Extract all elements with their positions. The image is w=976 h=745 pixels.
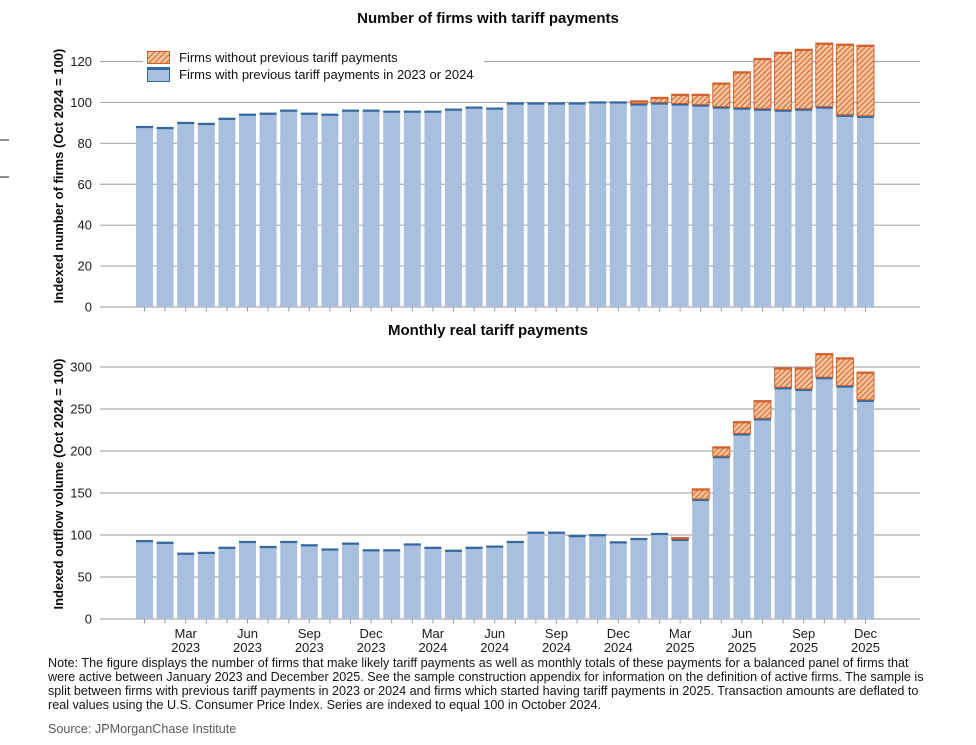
bar-blue-edge <box>527 532 544 534</box>
bar-blue-segment <box>239 541 256 619</box>
bar-may-2023 <box>218 118 235 307</box>
bar-blue-edge <box>218 118 235 120</box>
bar-blue-segment <box>157 127 174 307</box>
top-chart-title: Number of firms with tariff payments <box>357 10 619 27</box>
bar-blue-edge <box>239 114 256 116</box>
bar-blue-segment <box>383 549 400 619</box>
bar-blue-segment <box>630 538 647 619</box>
bar-blue-segment <box>610 101 627 307</box>
bar-blue-edge <box>610 101 627 103</box>
bar-blue-edge <box>466 547 483 549</box>
bar-blue-edge <box>424 547 441 549</box>
bar-orange-edge <box>836 44 853 46</box>
x-tick-label: Mar 2024 <box>418 626 448 655</box>
y-tick-label: 60 <box>77 176 92 192</box>
bar-blue-segment <box>836 385 853 619</box>
bar-blue-edge <box>363 110 380 112</box>
bar-jul-2025 <box>754 401 771 619</box>
bar-blue-segment <box>466 547 483 619</box>
bar-blue-edge <box>486 546 503 548</box>
bar-jun-2024 <box>486 546 503 620</box>
bar-orange-hatch <box>733 72 750 108</box>
x-tick-label: Sep 2025 <box>789 626 819 655</box>
bar-blue-edge <box>445 550 462 552</box>
bar-blue-segment <box>280 541 297 619</box>
bar-blue-segment <box>136 540 153 619</box>
bar-nov-2023 <box>342 543 359 619</box>
bar-dec-2023 <box>363 110 380 307</box>
bar-may-2025 <box>713 447 730 619</box>
bar-blue-edge <box>651 533 668 535</box>
bar-blue-segment <box>198 552 215 619</box>
bar-blue-segment <box>424 547 441 619</box>
bar-jul-2025 <box>754 58 771 307</box>
bottom-chart-title: Monthly real tariff payments <box>387 322 589 339</box>
bar-blue-edge <box>445 109 462 111</box>
bar-dec-2025 <box>857 372 874 619</box>
legend-label: Firms without previous tariff payments <box>179 50 398 65</box>
bar-jan-2023 <box>136 126 153 307</box>
y-tick-label: 150 <box>70 485 92 501</box>
legend-item-without-previous <box>147 49 474 66</box>
bar-blue-segment <box>280 110 297 307</box>
bar-blue-segment <box>610 541 627 619</box>
bar-blue-edge <box>280 541 297 543</box>
bar-blue-segment <box>569 535 586 619</box>
x-tick-label: Dec 2023 <box>356 626 386 655</box>
bar-sep-2025 <box>795 368 812 619</box>
bar-blue-segment <box>548 102 565 307</box>
bar-jun-2024 <box>486 108 503 307</box>
bar-mar-2023 <box>177 553 194 619</box>
x-tick-label: Sep 2024 <box>542 626 571 655</box>
bar-aug-2023 <box>280 541 297 619</box>
orange-hatched-swatch-icon <box>147 51 170 64</box>
bar-jun-2023 <box>239 114 256 307</box>
bar-blue-segment <box>795 389 812 619</box>
x-tick-label: Jun 2023 <box>233 626 262 655</box>
bar-orange-edge <box>775 368 792 370</box>
bar-blue-edge <box>301 113 318 115</box>
bar-blue-segment <box>795 109 812 307</box>
bar-blue-edge <box>383 111 400 113</box>
bar-orange-hatch <box>754 401 771 419</box>
bar-blue-edge <box>466 107 483 109</box>
bar-apr-2023 <box>198 552 215 619</box>
bar-orange-hatch <box>775 368 792 387</box>
bar-blue-edge <box>589 101 606 103</box>
bar-jun-2025 <box>733 422 750 619</box>
bar-blue-edge <box>136 126 153 128</box>
bar-oct-2025 <box>816 354 833 619</box>
bar-blue-segment <box>136 126 153 307</box>
bottom-chart <box>70 354 920 655</box>
bar-orange-hatch <box>836 358 853 386</box>
bar-blue-segment <box>363 110 380 307</box>
bar-sep-2023 <box>301 544 318 619</box>
bar-blue-edge <box>569 102 586 104</box>
bar-feb-2023 <box>157 127 174 307</box>
bar-jul-2024 <box>507 541 524 619</box>
bar-blue-segment <box>692 499 709 619</box>
bar-feb-2024 <box>404 543 421 619</box>
bar-blue-segment <box>363 549 380 619</box>
bar-blue-segment <box>775 110 792 307</box>
bar-orange-edge <box>816 354 833 356</box>
bar-blue-edge <box>569 535 586 537</box>
bar-blue-edge <box>177 122 194 124</box>
legend <box>143 47 484 86</box>
bar-blue-segment <box>816 377 833 619</box>
bar-blue-edge <box>548 532 565 534</box>
bar-blue-segment <box>157 542 174 619</box>
bar-nov-2023 <box>342 110 359 307</box>
bar-blue-edge <box>630 538 647 540</box>
bar-jun-2025 <box>733 72 750 307</box>
y-tick-label: 0 <box>84 611 92 627</box>
bar-orange-edge <box>713 83 730 85</box>
bar-apr-2025 <box>692 489 709 619</box>
y-tick-label: 100 <box>70 94 92 110</box>
bar-blue-edge <box>177 553 194 555</box>
bar-dec-2023 <box>363 549 380 619</box>
bar-jan-2023 <box>136 540 153 619</box>
y-tick-label: 250 <box>70 401 92 417</box>
top-chart-y-axis-label: Indexed number of firms (Oct 2024 = 100) <box>51 48 66 304</box>
bar-blue-segment <box>321 114 338 307</box>
bar-blue-segment <box>713 107 730 307</box>
bar-orange-edge <box>713 447 730 449</box>
bar-dec-2025 <box>857 45 874 307</box>
bar-feb-2025 <box>651 97 668 307</box>
bar-blue-segment <box>589 101 606 307</box>
bar-orange-edge <box>733 72 750 74</box>
bar-blue-segment <box>569 102 586 307</box>
bar-apr-2023 <box>198 123 215 307</box>
bar-orange-edge <box>692 94 709 96</box>
left-edge-artifact <box>0 176 9 178</box>
y-tick-label: 200 <box>70 443 92 459</box>
bar-jan-2025 <box>630 101 647 307</box>
bar-sep-2025 <box>795 49 812 307</box>
x-tick-label: Dec 2025 <box>851 626 880 655</box>
y-tick-label: 0 <box>84 299 92 315</box>
legend-item-with-previous <box>147 66 474 83</box>
bar-mar-2023 <box>177 122 194 307</box>
bar-orange-edge <box>754 58 771 60</box>
bar-blue-segment <box>342 543 359 619</box>
bar-jul-2024 <box>507 102 524 307</box>
bar-blue-segment <box>198 123 215 307</box>
bar-blue-edge <box>280 110 297 112</box>
bar-orange-hatch <box>754 58 771 108</box>
bar-blue-edge <box>527 102 544 104</box>
bar-blue-segment <box>218 547 235 619</box>
blue-solid-swatch-icon <box>147 67 170 82</box>
x-tick-label: Sep 2023 <box>294 626 324 655</box>
x-tick-label: Dec 2024 <box>603 626 633 655</box>
legend-label: Firms with previous tariff payments in 2023 or 2024 <box>179 67 474 82</box>
bar-blue-segment <box>816 107 833 307</box>
bar-oct-2024 <box>569 535 586 619</box>
bar-blue-segment <box>383 111 400 307</box>
bar-orange-edge <box>651 97 668 99</box>
bar-blue-edge <box>507 102 524 104</box>
bar-blue-segment <box>342 110 359 307</box>
bar-sep-2024 <box>548 102 565 307</box>
bar-orange-edge <box>692 489 709 491</box>
bar-jan-2024 <box>383 549 400 619</box>
y-tick-label: 120 <box>70 54 92 69</box>
bar-blue-segment <box>424 111 441 307</box>
bar-blue-segment <box>733 108 750 307</box>
bar-orange-hatch <box>857 45 874 116</box>
bar-blue-segment <box>754 418 771 619</box>
bar-orange-hatch <box>816 354 833 378</box>
bar-apr-2024 <box>445 550 462 619</box>
bar-blue-segment <box>404 543 421 619</box>
bar-blue-segment <box>239 114 256 307</box>
bar-orange-edge <box>795 368 812 370</box>
bar-blue-edge <box>321 548 338 550</box>
bar-blue-edge <box>342 110 359 112</box>
bar-blue-edge <box>404 111 421 113</box>
bar-blue-edge <box>157 542 174 544</box>
bar-blue-edge <box>424 111 441 113</box>
bar-aug-2024 <box>527 532 544 619</box>
bar-aug-2024 <box>527 102 544 307</box>
bar-orange-edge <box>857 372 874 374</box>
bar-oct-2023 <box>321 548 338 619</box>
bar-blue-segment <box>630 103 647 307</box>
bar-sep-2023 <box>301 113 318 307</box>
bar-blue-segment <box>733 433 750 619</box>
y-tick-label: 300 <box>70 359 92 375</box>
bar-blue-segment <box>507 541 524 619</box>
figure-note: Note: The figure displays the number of firms that make likely tariff payments as well as monthly totals of these payments for a balanced panel of firms that were active between January 2023 and December 2025. See the sample construction appendix for information on the definition of active firms. The sample is split between firms with previous tariff payments in 2023 or 2024 and firms which started having tariff payments in 2025. Transaction amounts are deflated to real values using the U.S. Consumer Price Index. Series are indexed to equal 100 in October 2024. <box>48 656 924 712</box>
bar-orange-hatch <box>795 49 812 108</box>
bar-orange-hatch <box>713 83 730 107</box>
left-edge-artifact <box>0 139 9 141</box>
x-tick-label: Jun 2025 <box>727 626 757 655</box>
bar-blue-edge <box>610 541 627 543</box>
bar-orange-edge <box>672 94 689 96</box>
y-tick-label: 20 <box>77 258 92 274</box>
bar-aug-2025 <box>775 368 792 619</box>
figure-source: Source: JPMorganChase Institute <box>48 722 237 736</box>
bar-blue-edge <box>260 113 277 115</box>
x-tick-label: Jun 2024 <box>480 626 510 655</box>
bar-may-2023 <box>218 547 235 619</box>
bar-orange-hatch <box>816 43 833 106</box>
bar-blue-edge <box>260 546 277 548</box>
bar-blue-edge <box>342 543 359 545</box>
bar-blue-segment <box>672 103 689 307</box>
bar-blue-segment <box>527 102 544 307</box>
y-tick-label: 40 <box>77 217 92 233</box>
bar-blue-edge <box>198 123 215 125</box>
bar-blue-segment <box>836 115 853 307</box>
y-tick-label: 100 <box>70 527 92 543</box>
x-tick-label: Mar 2023 <box>171 626 201 655</box>
bar-blue-edge <box>548 102 565 104</box>
bar-may-2024 <box>466 547 483 619</box>
bar-dec-2024 <box>610 101 627 307</box>
bar-jul-2023 <box>260 546 277 619</box>
bar-orange-edge <box>775 52 792 54</box>
bar-sep-2024 <box>548 532 565 619</box>
bar-blue-edge <box>507 541 524 543</box>
bar-jan-2024 <box>383 111 400 307</box>
bar-blue-segment <box>857 400 874 619</box>
bar-oct-2024 <box>569 102 586 307</box>
y-tick-label: 50 <box>77 569 92 585</box>
bar-blue-edge <box>321 114 338 116</box>
bar-blue-segment <box>775 387 792 619</box>
bar-nov-2024 <box>589 101 606 307</box>
bar-blue-edge <box>383 549 400 551</box>
bar-blue-segment <box>507 102 524 307</box>
bar-blue-segment <box>321 548 338 619</box>
bar-blue-segment <box>713 456 730 619</box>
bar-mar-2025 <box>672 538 689 619</box>
bar-blue-segment <box>486 108 503 307</box>
bar-blue-edge <box>363 549 380 551</box>
bar-jan-2025 <box>630 538 647 619</box>
bar-may-2024 <box>466 107 483 307</box>
bar-blue-edge <box>404 543 421 545</box>
bar-feb-2024 <box>404 111 421 307</box>
bar-blue-edge <box>218 547 235 549</box>
bar-blue-edge <box>239 541 256 543</box>
bar-blue-segment <box>548 532 565 619</box>
bar-aug-2025 <box>775 52 792 307</box>
bar-blue-segment <box>260 546 277 619</box>
bar-blue-segment <box>218 118 235 307</box>
bar-apr-2025 <box>692 94 709 307</box>
bar-blue-segment <box>445 109 462 307</box>
x-tick-label: Mar 2025 <box>665 626 695 655</box>
bar-blue-segment <box>857 116 874 307</box>
bar-orange-edge <box>672 538 689 540</box>
bar-orange-hatch <box>775 52 792 109</box>
bar-feb-2025 <box>651 533 668 619</box>
bar-blue-edge <box>486 108 503 110</box>
bar-blue-segment <box>651 533 668 619</box>
bar-blue-edge <box>136 540 153 542</box>
bar-apr-2024 <box>445 109 462 307</box>
bar-mar-2024 <box>424 547 441 619</box>
bar-may-2025 <box>713 83 730 307</box>
bar-blue-segment <box>466 107 483 307</box>
bar-orange-hatch <box>836 44 853 115</box>
bar-orange-edge <box>630 101 647 103</box>
bar-oct-2025 <box>816 43 833 307</box>
bar-blue-segment <box>404 111 421 307</box>
bottom-chart-y-axis-label: Indexed outflow volume (Oct 2024 = 100) <box>51 358 66 610</box>
bar-blue-segment <box>177 122 194 307</box>
bar-blue-edge <box>589 534 606 536</box>
bar-blue-edge <box>301 544 318 546</box>
bar-feb-2023 <box>157 542 174 619</box>
bar-orange-edge <box>795 49 812 51</box>
bar-blue-segment <box>486 546 503 620</box>
bar-blue-segment <box>754 109 771 307</box>
bar-blue-edge <box>198 552 215 554</box>
bar-jun-2023 <box>239 541 256 619</box>
bar-nov-2025 <box>836 44 853 307</box>
bar-blue-segment <box>301 113 318 307</box>
bar-blue-segment <box>445 550 462 619</box>
y-tick-label: 80 <box>77 135 92 151</box>
bar-aug-2023 <box>280 110 297 307</box>
bar-orange-edge <box>836 358 853 360</box>
bar-blue-segment <box>692 104 709 307</box>
bar-mar-2025 <box>672 94 689 307</box>
bar-orange-hatch <box>857 372 874 400</box>
bar-orange-edge <box>857 45 874 47</box>
bar-blue-segment <box>672 539 689 619</box>
bar-blue-segment <box>527 532 544 619</box>
bar-orange-edge <box>733 422 750 424</box>
bar-blue-segment <box>301 544 318 619</box>
bar-dec-2024 <box>610 541 627 619</box>
bar-jul-2023 <box>260 113 277 307</box>
bar-orange-edge <box>816 43 833 45</box>
bar-blue-segment <box>589 534 606 619</box>
bar-nov-2025 <box>836 358 853 619</box>
bar-orange-edge <box>754 401 771 403</box>
bar-blue-edge <box>157 127 174 129</box>
bar-mar-2024 <box>424 111 441 307</box>
bar-oct-2023 <box>321 114 338 307</box>
bar-blue-segment <box>177 553 194 619</box>
bar-orange-hatch <box>795 368 812 389</box>
bar-blue-segment <box>260 113 277 307</box>
bar-blue-segment <box>651 102 668 307</box>
bar-nov-2024 <box>589 534 606 619</box>
